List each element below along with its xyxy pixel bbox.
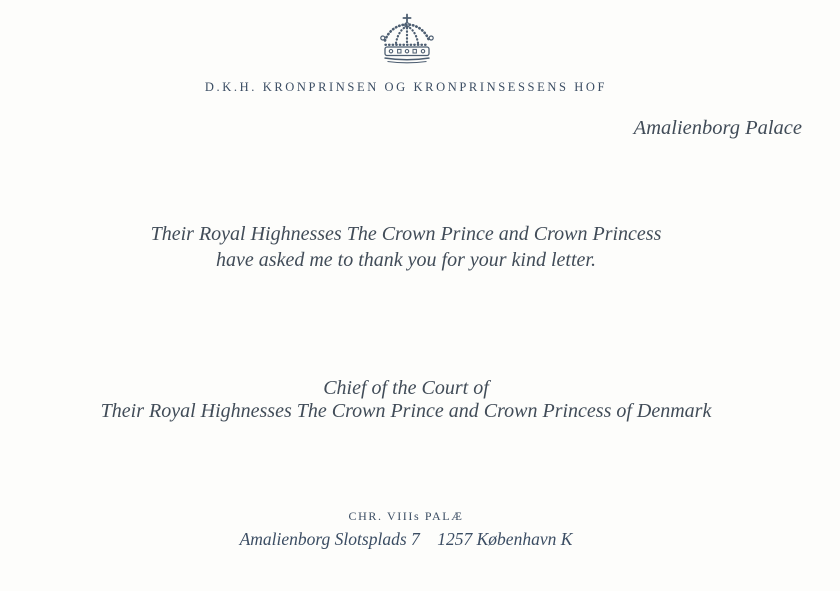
- message-line-1: Their Royal Highnesses The Crown Prince and Crown Princess: [150, 223, 662, 245]
- signature-line-2: Their Royal Highnesses The Crown Prince and Crown Princess of Denmark: [100, 400, 712, 422]
- message-block: [0, 221, 812, 273]
- royal-crown-icon: [377, 13, 437, 70]
- message-line-2: have asked me to thank you for your kind letter.: [216, 249, 596, 271]
- court-name-heading: D.K.H. KRONPRINSEN OG KRONPRINSESSENS HOF: [204, 80, 608, 94]
- place-line: Amalienborg Palace: [633, 117, 802, 139]
- palace-name: CHR. VIIIs PALÆ: [348, 509, 464, 523]
- address-line: Amalienborg Slotsplads 7 1257 København K: [239, 529, 573, 549]
- signature-block: [0, 377, 812, 423]
- signature-line-1: Chief of the Court of: [323, 377, 489, 399]
